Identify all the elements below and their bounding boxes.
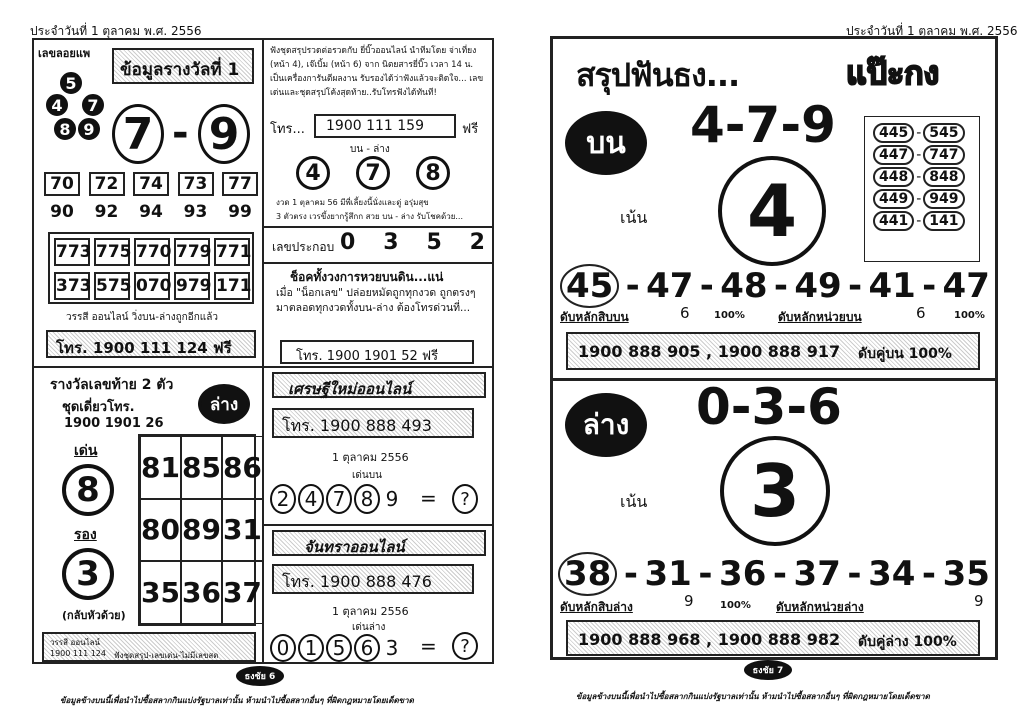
econ-title-box: [272, 372, 486, 398]
pair-grid: [138, 434, 262, 626]
two-digit-cell: 99: [228, 202, 252, 222]
component-label: เลขประกอบ: [272, 240, 335, 254]
lucky-title: เลขลอยแพ: [38, 47, 91, 60]
right-footer: ข้อมูลข้างบนนี้เพื่อนำไปซื้อสลากกินแบ่งรัฐบาลเท่านั้น ห้ามนำไปซื้อสลากอื่นๆ ที่ผิดกฎหมายโดยเด็ดขาด: [576, 692, 930, 701]
phone-news-box: [314, 114, 456, 138]
jan-digit: 3: [385, 636, 399, 660]
units-upper-pct: 100%: [954, 310, 985, 321]
pair-row: 441 - 141: [873, 211, 965, 231]
upper-pairs-box: [864, 116, 980, 262]
jan-digit: 1: [298, 634, 324, 662]
pair-cell: 89: [181, 499, 222, 562]
econ-label: เด่นบน: [352, 470, 382, 481]
pair-value: 848: [923, 167, 964, 187]
three-digit-cell: 979: [174, 272, 210, 300]
lower-badge: ล่าง: [198, 384, 250, 424]
right-header-date: ประจำวันที่ 1 ตุลาคม พ.ศ. 2556: [846, 24, 1018, 38]
upper-row-value: 47: [646, 266, 694, 306]
left-footer: ข้อมูลข้างบนนี้เพื่อนำไปซื้อสลากกินแบ่งรัฐบาลเท่านั้น ห้ามนำไปซื้อสลากอื่นๆ ที่ผิดกฎหมายโดยเด็ดขาด: [60, 696, 414, 705]
jan-digit: 5: [326, 634, 352, 662]
jan-digit: 6: [354, 634, 380, 662]
component-digits: [340, 230, 485, 255]
two-digit-cell: 74: [133, 172, 169, 196]
component-digit: 0: [340, 230, 356, 255]
component-digit: 2: [469, 230, 485, 255]
phone-news-suffix: ฟรี: [462, 122, 479, 137]
pair-row: 447 - 747: [873, 145, 965, 165]
last2-phone: 1900 1901 26: [64, 416, 164, 431]
pair-cell: 86: [222, 436, 263, 499]
lower-focus-label: เน้น: [620, 492, 648, 511]
lucky-digit: 5: [58, 70, 84, 96]
three-digit-cell: 575: [94, 272, 130, 300]
pair-value: 448: [873, 167, 914, 187]
lower-focus-digit: 3: [720, 436, 830, 546]
jan-title: จันทราออนไลน์: [304, 538, 405, 556]
econ-digit: 4: [298, 484, 324, 514]
shock-title: ช็อคทั้งวงการหวยบนดิน...แน่: [290, 270, 444, 284]
pair-cell: 81: [140, 436, 181, 499]
lower-row-value: 31: [644, 554, 692, 594]
pair-cell: 35: [140, 561, 181, 624]
phone-left: โทร. 1900 111 124 ฟรี: [56, 339, 232, 357]
updown-label: บน - ล่าง: [350, 144, 390, 155]
left-page-badge: ธงชัย 6: [236, 666, 284, 686]
main-label: เด่น: [74, 443, 98, 459]
lower-row: 38 - 31 - 36 - 37 - 34 - 35: [558, 552, 990, 596]
bottom-brand: วรรสี ออนไลน์: [50, 638, 100, 647]
bottom-brand-box: [42, 632, 256, 662]
phone-news: 1900 111 159: [326, 118, 424, 134]
phone-shock: โทร. 1900 1901 52 ฟรี: [296, 349, 439, 364]
two-digit-cell: 90: [50, 202, 74, 222]
jan-label: เด่นล่าง: [352, 622, 386, 633]
online-note: วรรสี ออนไลน์ วิ่งบน-ล่างถูกอีกแล้ว: [66, 312, 218, 323]
pair-value: 141: [923, 211, 964, 231]
lower-row-value: 37: [793, 554, 841, 594]
three-digit-cell: 373: [54, 272, 90, 300]
updown-digit: 7: [356, 156, 390, 190]
upper-triplet: 4-7-9: [690, 96, 836, 154]
two-digit-cell: 70: [44, 172, 80, 196]
phone-news-prefix: โทร...: [270, 122, 305, 137]
pair-value: 949: [923, 189, 964, 209]
three-digit-cell: 771: [214, 238, 250, 266]
bottom-phone: 1900 111 124: [50, 649, 106, 658]
two-digit-cell: 72: [89, 172, 125, 196]
bottom-note: ฟังชุดสรุป-เลขเด่น-ไม่มีเลขสด: [114, 651, 219, 660]
draw-note: งวด 1 ตุลาคม 56 มีพี่เลี้ยงนี้นั่งและดู่ อรุ่มสุข: [276, 198, 429, 207]
dash: -: [172, 110, 189, 156]
pair-value: 449: [873, 189, 914, 209]
two-digit-plain-row: [44, 202, 258, 222]
pair-cell: 80: [140, 499, 181, 562]
section-divider: [264, 524, 494, 526]
jan-phone-box: [272, 564, 474, 594]
tens-lower-digit: 9: [684, 592, 694, 610]
three-digit-cell: 770: [134, 238, 170, 266]
tens-upper-digit: 6: [680, 304, 690, 322]
upper-badge: บน: [562, 108, 650, 178]
section-divider: [34, 366, 494, 368]
two-digit-cell: 93: [183, 202, 208, 222]
units-lower-digit: 9: [974, 592, 984, 610]
upper-row-value: 49: [794, 266, 842, 306]
upper-row-value: 41: [868, 266, 916, 306]
updown-digit: 4: [296, 156, 330, 190]
two-digit-cell: 77: [222, 172, 258, 196]
phone-left-box: [46, 330, 256, 358]
jan-digits: [270, 634, 402, 662]
pair-value: 447: [873, 145, 914, 165]
main-digit: 8: [62, 464, 114, 516]
pair-value: 545: [923, 123, 964, 143]
lower-row-value: 38: [558, 552, 617, 596]
tens-upper-label: ดับหลักสิบบน: [560, 310, 629, 324]
pair-row: 445 - 545: [873, 123, 965, 143]
two-digit-cell: 94: [139, 202, 163, 222]
prize-box-title: ข้อมูลรางวัลที่ 1: [120, 60, 240, 80]
tens-lower-label: ดับหลักสิบล่าง: [560, 600, 633, 614]
lower-row-value: 36: [719, 554, 767, 594]
three-digit-cell: 779: [174, 238, 210, 266]
pair-cell: 31: [222, 499, 263, 562]
lucky-digit: 7: [80, 92, 106, 118]
big-digit: 7: [112, 104, 164, 164]
right-page-badge: ธงชัย 7: [744, 660, 792, 680]
second-digit: 3: [62, 548, 114, 600]
component-digit: 5: [426, 230, 442, 255]
econ-date: 1 ตุลาคม 2556: [332, 451, 409, 464]
prize-box: [112, 48, 254, 84]
econ-title: เศรษฐีใหม่ออนไลน์: [288, 380, 412, 398]
section-divider: [264, 226, 494, 228]
econ-phone: โทร. 1900 888 493: [282, 416, 432, 435]
left-header-date: ประจำวันที่ 1 ตุลาคม พ.ศ. 2556: [30, 24, 202, 38]
jan-digit: 0: [270, 634, 296, 662]
econ-digit: 8: [354, 484, 380, 514]
pair-cell: 37: [222, 561, 263, 624]
equals: =: [420, 486, 437, 510]
lower-badge-right: ล่าง: [562, 390, 650, 460]
lower-triplet: 0-3-6: [696, 378, 842, 436]
lucky-digit: 8: [52, 116, 78, 142]
lower-row-value: 34: [868, 554, 916, 594]
pair-cell: 36: [181, 561, 222, 624]
second-label: รอง: [74, 527, 97, 543]
question-icon: ?: [452, 632, 478, 660]
section-divider: [264, 262, 494, 264]
two-digit-boxed-row: [44, 172, 258, 196]
upper-row-value: 45: [560, 264, 619, 308]
three-digit-grid: [48, 232, 254, 304]
lower-phone-suffix: ดับคู่ล่าง 100%: [858, 634, 957, 650]
units-upper-digit: 6: [916, 304, 926, 322]
pair-value: 747: [923, 145, 964, 165]
tens-upper-pct: 100%: [714, 310, 745, 321]
last2-title: รางวัลเลขท้าย 2 ตัว: [50, 377, 174, 393]
lucky-digit: 4: [44, 92, 70, 118]
phone-shock-box: [280, 340, 474, 364]
three-digit-cell: 775: [94, 238, 130, 266]
econ-digits: [270, 484, 402, 514]
equals: =: [420, 634, 437, 658]
shock-text: เมื่อ "น็อกเลข" ปล่อยหมัดถูกทุกงวด ถูกตรงๆ มาตลอดทุกงวดทั้งบน-ล่าง ต้องโทรด่วนที่...: [276, 287, 476, 314]
three-digit-cell: 171: [214, 272, 250, 300]
updown-digit: 8: [416, 156, 450, 190]
lower-phone-box: [566, 620, 980, 656]
jan-title-box: [272, 530, 486, 556]
econ-digit: 7: [326, 484, 352, 514]
units-lower-label: ดับหลักหน่วยล่าง: [776, 600, 864, 614]
component-digit: 3: [383, 230, 399, 255]
econ-digit: 2: [270, 484, 296, 514]
units-upper-label: ดับหลักหน่วยบน: [778, 310, 862, 324]
tens-lower-pct: 100%: [720, 600, 751, 611]
lucky-digit: 9: [76, 116, 102, 142]
lower-row-value: 35: [942, 554, 990, 594]
headline: สรุปฟันธง...: [576, 56, 740, 94]
jan-date: 1 ตุลาคม 2556: [332, 605, 409, 618]
pair-cell: 85: [181, 436, 222, 499]
pair-row: 448 - 848: [873, 167, 965, 187]
upper-row: 45 - 47 - 48 - 49 - 41 - 47: [560, 264, 990, 308]
upper-row-value: 47: [942, 266, 990, 306]
draw-note: 3 ตัวตรง เวรขึ้งยากรู้สึกก สวย บน - ล่าง รับโชคด้วย...: [276, 212, 464, 221]
upper-focus-label: เน้น: [620, 208, 648, 227]
reverse-note: (กลับหัวด้วย): [62, 609, 126, 622]
last2-sub: ชุดเดี่ยวโทร.: [62, 400, 135, 415]
upper-phone-box: [566, 332, 980, 370]
upper-phone: 1900 888 905 , 1900 888 917: [578, 342, 841, 361]
big-digit: 9: [198, 104, 250, 164]
two-digit-cell: 92: [94, 202, 119, 222]
jan-phone: โทร. 1900 888 476: [282, 572, 432, 591]
upper-phone-suffix: ดับคู่บน 100%: [858, 346, 952, 362]
econ-phone-box: [272, 408, 474, 438]
three-digit-cell: 070: [134, 272, 170, 300]
lower-phone: 1900 888 968 , 1900 888 982: [578, 630, 841, 649]
news-text: ฟังชุดสรุปรวดต่อรวดกับ ยี่บิ๊วออนไลน์ นำทีมโดย จ่าเที่ยง (หน้า 4), เจ๊เบิ้ม (หน้า 6) จาก นิตยสารยี่บิ๊ว เวลา 14 น. เป็นเครื่องการันตีผลงาน รับรองได้ว่าฟังแล้วจะติดใจ... เลขเด่นและชุดสรุปโค้งสุดท้าย..รับโทรฟังได้ทันที!: [270, 46, 484, 98]
question-icon: ?: [452, 484, 478, 514]
pair-value: 441: [873, 211, 914, 231]
econ-digit: 9: [385, 487, 399, 511]
pair-row: 449 - 949: [873, 189, 965, 209]
upper-focus-digit: 4: [718, 156, 826, 266]
upper-row-value: 48: [720, 266, 768, 306]
three-digit-cell: 773: [54, 238, 90, 266]
two-digit-cell: 73: [178, 172, 214, 196]
pair-value: 445: [873, 123, 914, 143]
headline-2: แป๊ะกง: [846, 54, 940, 92]
